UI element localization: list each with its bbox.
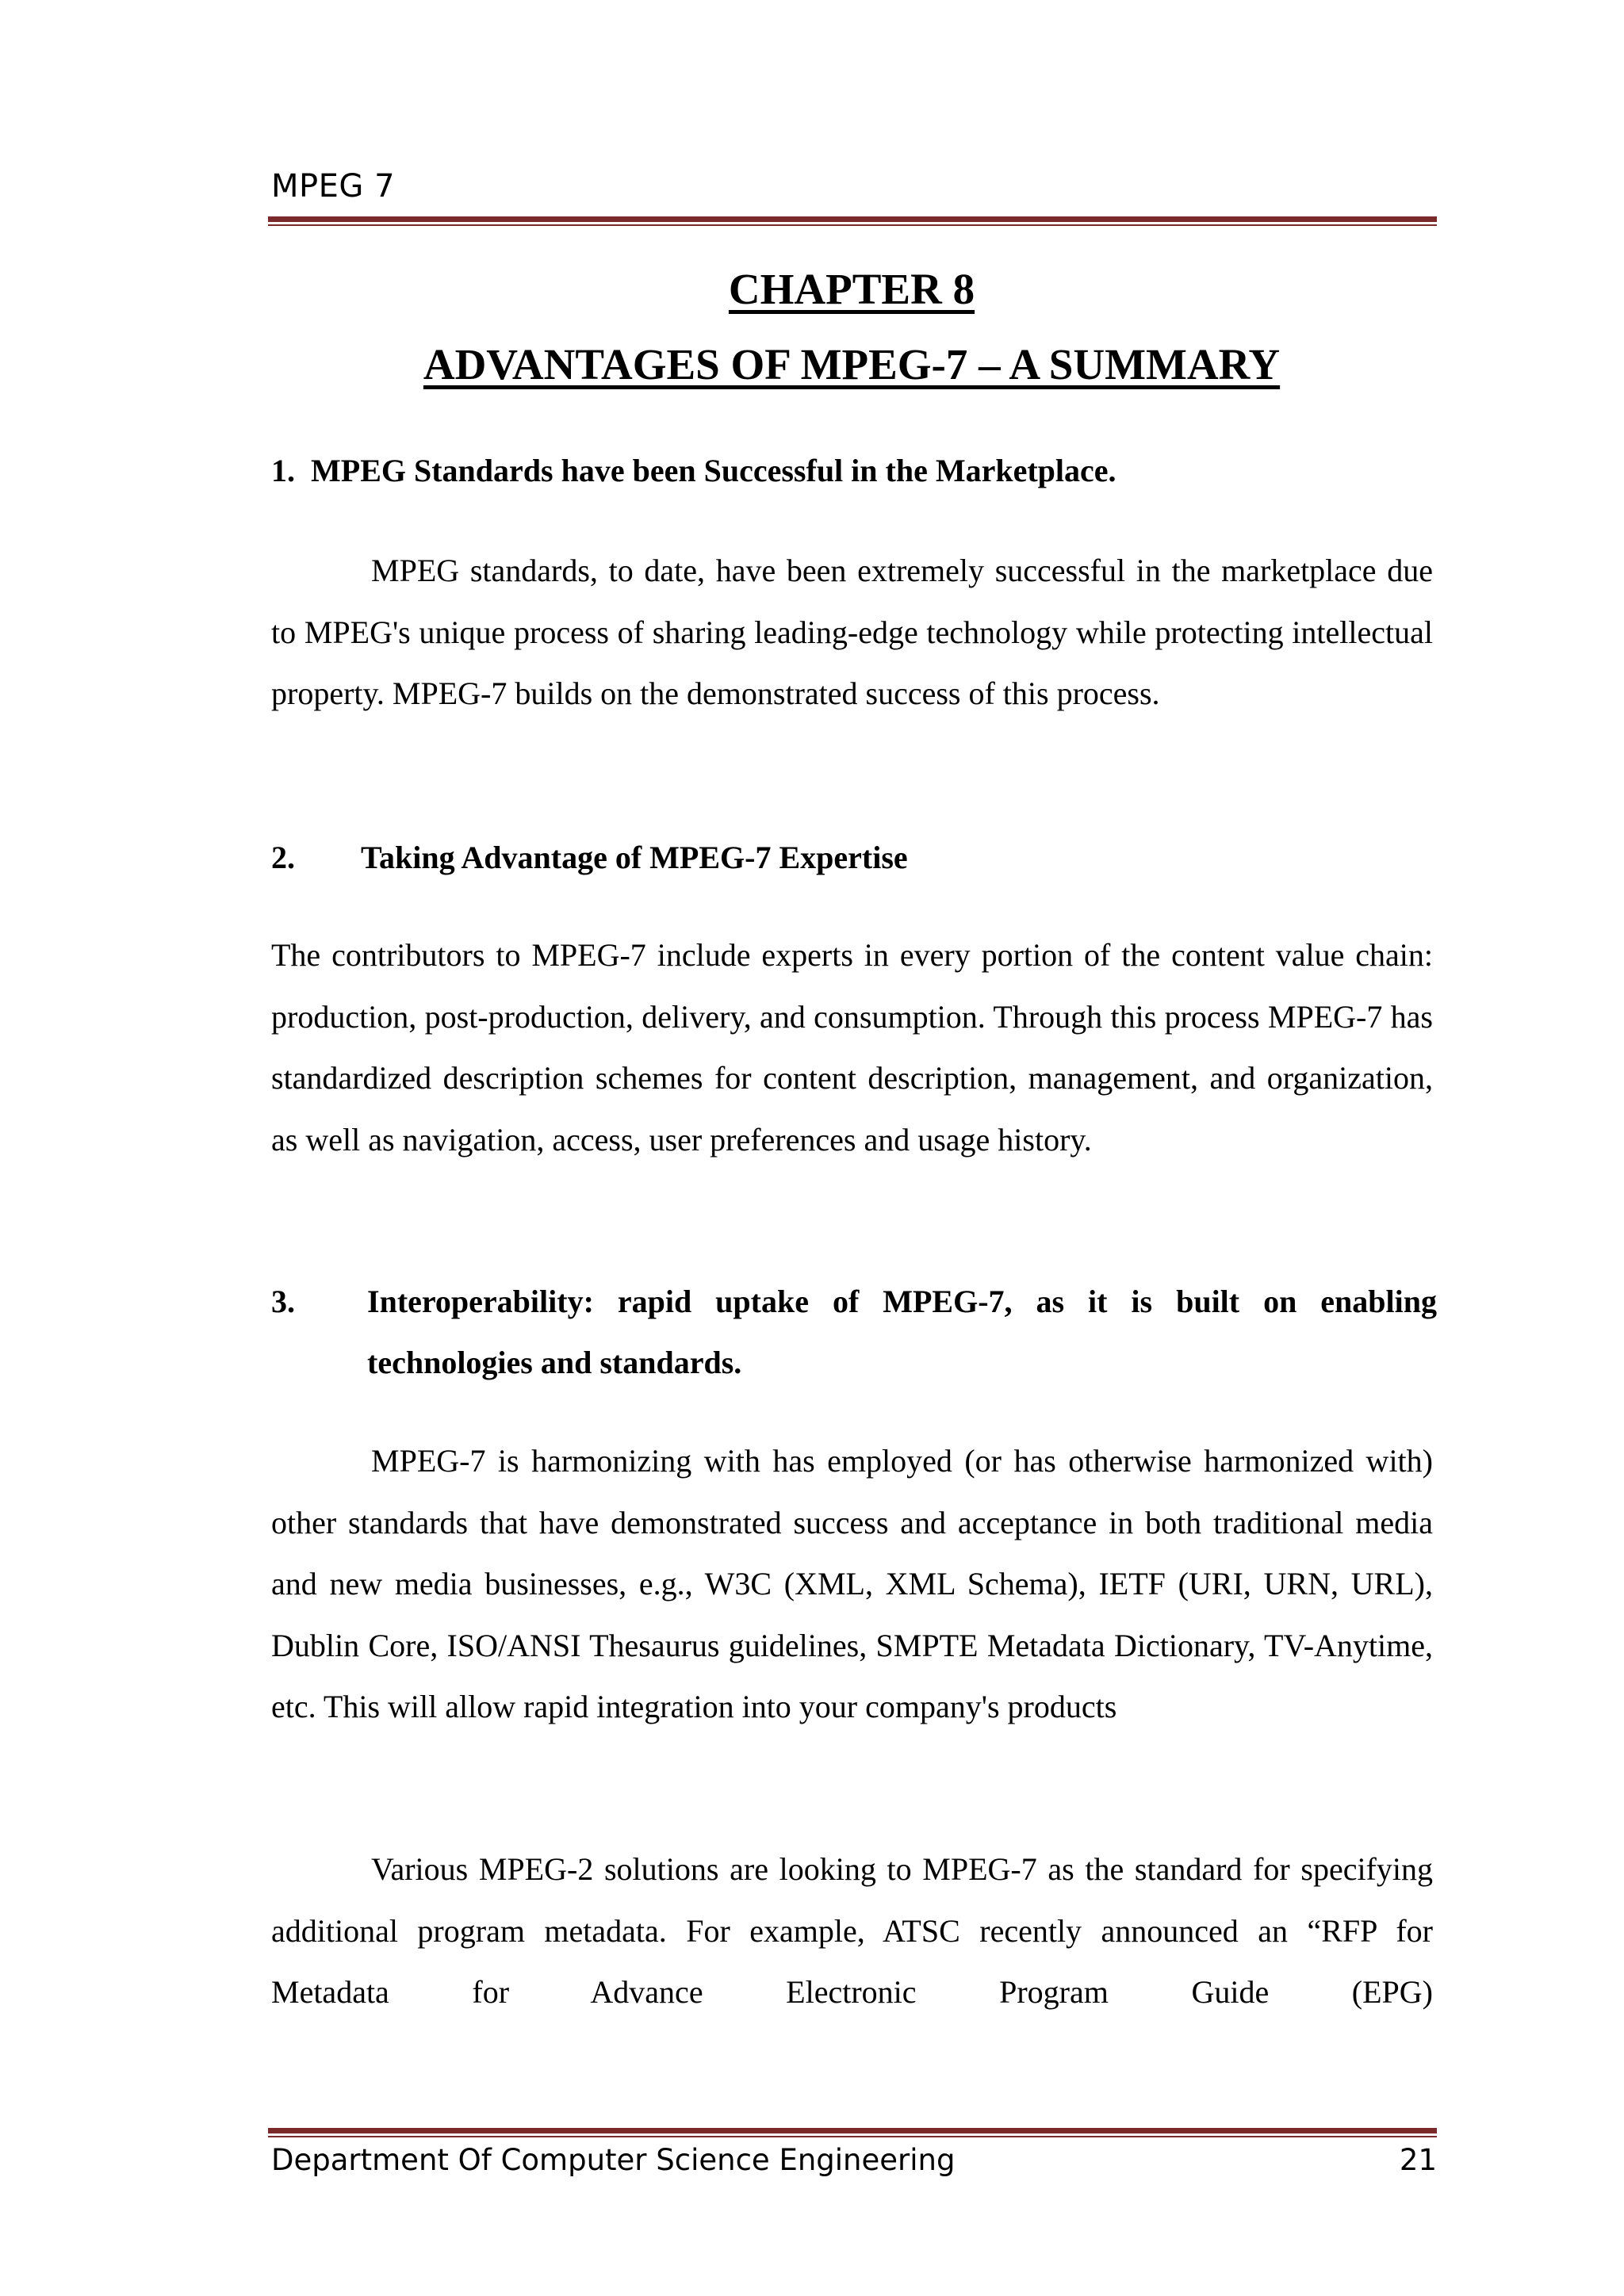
header-rule <box>268 216 1437 226</box>
section-2-heading <box>271 827 1437 888</box>
section-2-heading-text: Taking Advantage of MPEG-7 Expertise <box>361 840 908 875</box>
section-3-number: 3. <box>271 1284 295 1319</box>
section-1-heading <box>271 440 1437 501</box>
section-3-paragraph-1: MPEG-7 is harmonizing with has employed (or has otherwise harmonized with) other standards that have demonstrated success and acceptance in both traditional media and new media businesses, e.g., W3C (XML, XML Schema), IETF (URI, URN, URL), Dublin Core, ISO/ANSI Thesaurus guidelines, SMPTE Metadata Dictionary, TV-Anytime, etc. This will allow rapid integration into your company's products <box>271 1443 1433 1724</box>
footer-department: Department Of Computer Science Engineering <box>271 2143 956 2177</box>
footer-page-number: 21 <box>1399 2143 1437 2177</box>
section-3-heading-text: Interoperability: rapid uptake of MPEG-7, as it is built on enabling technologies and standards. <box>367 1284 1437 1380</box>
section-1-heading-text: MPEG Standards have been Successful in the Marketplace. <box>311 453 1116 488</box>
footer-rule <box>268 2128 1437 2137</box>
chapter-title: ADVANTAGES OF MPEG-7 – A SUMMARY <box>423 340 1281 388</box>
section-2-number: 2. <box>271 840 295 875</box>
running-header-title: MPEG 7 <box>271 168 396 205</box>
section-3-heading <box>271 1271 1437 1393</box>
section-3-paragraph-2: Various MPEG-2 solutions are looking to MPEG-7 as the standard for specifying additional program metadata. For example, ATSC recently announced an “RFP for Metadata for Advance Electronic Program Guide (EPG) <box>271 1851 1433 2010</box>
chapter-number: CHAPTER 8 <box>728 265 975 313</box>
section-1-number: 1. <box>271 453 295 488</box>
section-2-paragraph-1: The contributors to MPEG-7 include experts in every portion of the content value chain: production, post-production, delivery, and consumption. Through this process MPEG-7 has standardized description schemes for content description, management, and organization, as well as navigation, access, user preferences and usage history. <box>271 937 1433 1158</box>
section-1-paragraph-1: MPEG standards, to date, have been extremely successful in the marketplace due to MPEG's unique process of sharing leading-edge technology while protecting intellectual property. MPEG-7 builds on the demonstrated success of this process. <box>271 553 1433 711</box>
